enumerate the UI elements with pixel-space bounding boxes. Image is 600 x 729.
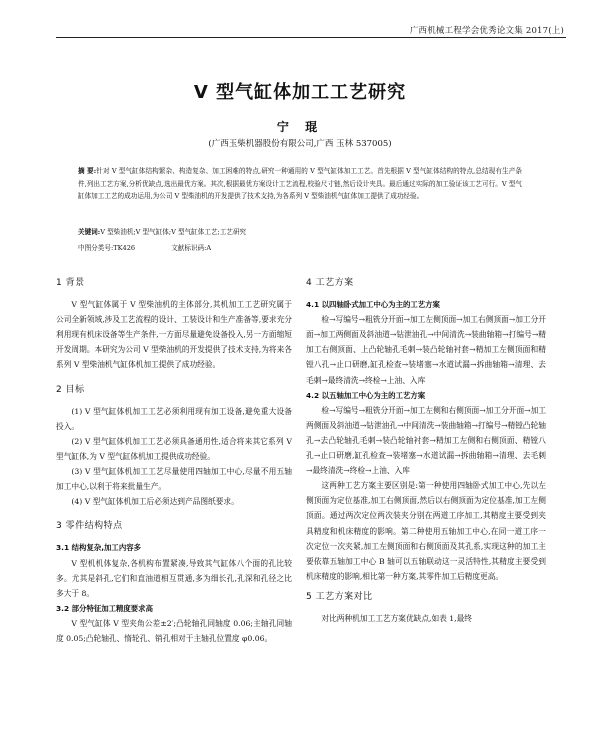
subsection-heading: 3.1 结构复杂,加工内容多 [56, 543, 141, 553]
author-affiliation: (广西玉柴机器股份有限公司,广西 玉林 537005) [208, 139, 392, 149]
author-name: 宁 琨 [276, 120, 324, 134]
section-paragraph: V 型气缸体 V 型夹角公差±2′;凸轮轴孔同轴度 0.06;主轴孔同轴度 0.05;凸轮轴孔、惰轮孔、销孔相对于主轴孔位置度 φ0.06。 [56, 618, 292, 643]
keywords [78, 226, 522, 238]
document-code: 文献标识码:A [171, 244, 212, 252]
section-paragraph: V 型机机体复杂,各机构布置紧凑,导致其气缸体八个面的孔比较多。尤其是斜孔,它们和直油道相互贯通,多为细长孔,孔深和孔径之比多大于 8。 [56, 558, 292, 598]
goal-item: (2) V 型气缸体机加工工艺必须具备通用性,适合将来其它系列 V 型气缸体,为 V 型气缸体机加工提供成功经验。 [56, 436, 292, 461]
abstract [78, 165, 522, 203]
section-heading: 5 工艺方案对比 [306, 591, 373, 602]
classification-line [78, 242, 522, 254]
section-heading: 3 零件结构特点 [56, 521, 123, 532]
section-paragraph: V 型气缸体属于 V 型柴油机的主体部分,其机加工工艺研究属于公司全新领域,涉及工艺流程的设计、工装设计和生产准备等,要求充分利用现有机床设备等生产条件,一方面尽量避免设备投入,另一方面缩短开发周期。本研究为公司 V 型柴油机的开发提供了技术支持,为将来各系列 V 型柴油机气缸体机加工提供了成功经验。 [56, 300, 292, 370]
section-heading: 2 目标 [56, 384, 85, 395]
running-header [0, 0, 600, 40]
process-flow: 检→写编号→粗铣分开面→加工左侧和右侧顶面→加工分开面→加工两侧面及斜油道→钻泄油孔→中间清洗→装曲轴箱→打编号→精镗凸轮轴孔→去凸轮轴孔毛刺→装凸轮轴衬套→精加工左侧和右侧顶面、精镗八孔→止口研磨,缸孔检查→装堵塞→水道试漏→拆曲轴箱→清理、去毛刺→最终清洗→终检→上油、入库 [306, 405, 546, 476]
right-column [306, 274, 546, 626]
subsection-heading: 3.2 部分特征加工精度要求高 [56, 603, 153, 613]
keywords-text: V 型柴油机;V 型气缸体;V 型气缸体工艺;工艺研究 [100, 228, 247, 236]
journal-name: 广西机械工程学会优秀论文集 2017(上) [409, 26, 564, 36]
keywords-label: 关键词: [78, 228, 101, 236]
abstract-label: 摘 要: [78, 167, 97, 175]
section-heading: 1 背景 [56, 278, 85, 288]
abstract-text: 针对 V 型气缸体结构繁杂、构造复杂、加工困难的特点,研究一种通用的 V 型气缸体加工工艺。首先根据 V 型气缸体结构的特点,总结现有生产条件,列出工艺方案,分析优缺点,选出最优方案。其次,根据最优方案设计工艺流程,校验尺寸链,然后设计夹具。最后通过实际的加工验证该工艺可行。V 型气缸体加工工艺的成功运用,为公司 V 型柴油机的开发提供了技术支持,为各系列 V 型柴油机气缸体加工提供了成功经验。 [78, 167, 522, 200]
clc-number: 中图分类号:TK426 [78, 244, 136, 252]
section-paragraph: 这两种工艺方案主要区别是:第一种使用四轴卧式加工中心,先以左侧顶面为定位基准,加工右侧顶面,然后以右侧顶面为定位基准,加工左侧顶面。通过两次定位两次装夹分别在两道工序加工,其精度主要受到夹具精度和机床精度的影响。第二种使用五轴加工中心,在同一道工序一次定位一次夹紧,加工左侧顶面和右侧顶面及其孔系,实现这种的加工主要依靠五轴加工中心 B 轴可以五轴联动这一灵活特性,其精度主要受到机床精度的影响,相比第一种方案,其零件加工后精度更高。 [306, 481, 546, 581]
goal-item: (4) V 型气缸体机加工后必须达到产品图纸要求。 [71, 497, 239, 507]
paper-title: V 型气缸体加工工艺研究 [193, 82, 407, 103]
subsection-heading: 4.2 以五轴加工中心为主的工艺方案 [306, 390, 426, 400]
process-flow: 检→写编号→粗铣分开面→加工左侧顶面→加工右侧顶面→加工分开面→加工两侧面及斜油道→钻泄油孔→中间清洗→装曲轴箱→打编号→精加工右侧顶面、上凸轮轴孔毛刺→装凸轮轴衬套→精加工左侧顶面和精镗八孔→止口研磨,缸孔检查→装堵塞→水道试漏→拆曲轴箱→清理、去毛刺→最终清洗→终检→上油、入库 [306, 315, 546, 385]
goal-item: (3) V 型气缸体机加工工艺尽量使用四轴加工中心,尽量不用五轴加工中心,以利于将来批量生产。 [56, 467, 292, 492]
goal-item: (1) V 型气缸体机加工工艺必须利用现有加工设备,避免重大设备投入。 [56, 406, 292, 431]
subsection-heading: 4.1 以四轴卧式加工中心为主的工艺方案 [306, 300, 440, 310]
section-paragraph: 对比两种机加工工艺方案优缺点,如表 1,最终 [321, 613, 472, 623]
section-heading: 4 工艺方案 [306, 278, 354, 288]
left-column [56, 274, 292, 646]
header-rule [56, 37, 566, 38]
